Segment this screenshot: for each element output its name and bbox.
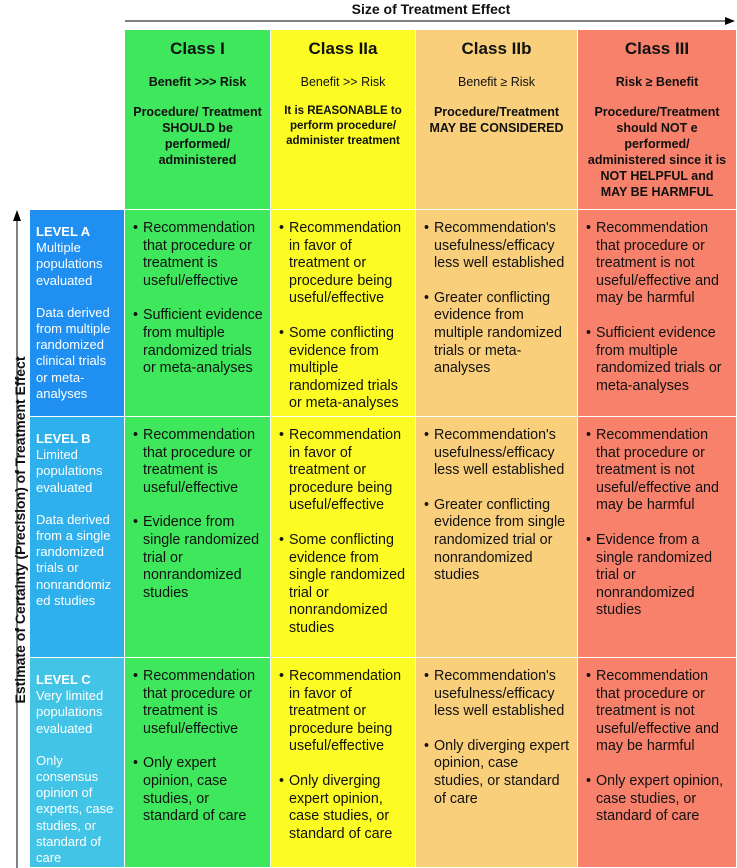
cell-b-class-3 xyxy=(578,417,737,658)
recommendation-text: • Recommendation that procedure or treatment is not useful/effective and may be harmful xyxy=(586,668,730,756)
evidence-text: • Only expert opinion, case studies, or standard of care xyxy=(133,755,264,825)
evidence-text: • Evidence from single randomized trial or nonrandomized studies xyxy=(133,514,264,602)
class-header-2 xyxy=(271,30,416,210)
class-description: Procedure/Treatment MAY BE CONSIDERED xyxy=(429,105,564,135)
class-title: Class IIb xyxy=(461,39,532,58)
level-population: Very limited populations evaluated xyxy=(36,688,104,736)
evidence-text: • Greater conflicting evidence from multiple randomized trials or meta-analyses xyxy=(424,290,571,378)
level-data-source: Data derived from a single randomized trials or nonrandomiz ed studies xyxy=(36,511,112,608)
class-risk: Benefit >> Risk xyxy=(300,75,386,89)
cell-c-class-2b xyxy=(416,658,578,868)
cell-a-class-2b xyxy=(416,210,578,417)
class-title: Class IIa xyxy=(308,39,378,58)
cell-b-class-1 xyxy=(125,417,271,658)
evidence-text: • Evidence from a single randomized trial or nonrandomized studies xyxy=(586,532,730,620)
recommendation-text: • Recommendation that procedure or treatment is useful/effective xyxy=(133,668,264,738)
level-data-source: Only consensus opinion of experts, case studies, or standard of care xyxy=(36,752,114,866)
class-header-3 xyxy=(416,30,578,210)
recommendation-text: • Recommendation that procedure or treatment is not useful/effective and may be harmful xyxy=(586,220,730,308)
left-axis-title: Estimate of Certainty (Precision) of Treatment Effect xyxy=(12,356,28,704)
class-title: Class III xyxy=(624,39,690,58)
evidence-text: • Only diverging expert opinion, case studies, or standard of care xyxy=(424,738,571,808)
top-axis-arrow xyxy=(125,14,735,28)
top-axis-title: Size of Treatment Effect xyxy=(351,1,511,17)
cell-c-class-1 xyxy=(125,658,271,868)
evidence-text: • Only expert opinion, case studies, or standard of care xyxy=(586,773,730,826)
cell-b-class-2b xyxy=(416,417,578,658)
recommendation-text: • Recommendation's usefulness/efficacy less well established xyxy=(424,668,571,721)
evidence-text: • Greater conflicting evidence from single randomized trial or nonrandomized studies xyxy=(424,497,571,585)
level-c-label xyxy=(30,658,125,868)
cell-c-class-3 xyxy=(578,658,737,868)
recommendation-text: • Recommendation that procedure or treatment is useful/effective xyxy=(133,427,264,497)
level-data-source: Data derived from multiple randomized clinical trials or meta-analyses xyxy=(36,304,111,401)
recommendation-text: • Recommendation in favor of treatment or procedure being useful/effective xyxy=(279,220,409,308)
level-title: LEVEL B xyxy=(36,431,91,446)
recommendation-text: • Recommendation that procedure or treatment is not useful/effective and may be harmful xyxy=(586,427,730,515)
class-title: Class I xyxy=(170,39,225,58)
evidence-text: • Sufficient evidence from multiple randomized trials or meta-analyses xyxy=(586,325,730,395)
level-population: Multiple populations evaluated xyxy=(36,240,103,288)
level-population: Limited populations evaluated xyxy=(36,447,103,495)
cell-a-class-3 xyxy=(578,210,737,417)
evidence-text: • Some conflicting evidence from multiple randomized trials or meta-analyses xyxy=(279,325,409,413)
evidence-text: • Some conflicting evidence from single randomized trial or nonrandomized studies xyxy=(279,532,409,638)
class-risk: Benefit >>> Risk xyxy=(148,75,247,89)
recommendation-text: • Recommendation's usefulness/efficacy less well established xyxy=(424,427,571,480)
cell-a-class-1 xyxy=(125,210,271,417)
level-title: LEVEL C xyxy=(36,672,91,687)
cell-c-class-2a xyxy=(271,658,416,868)
class-description: It is REASONABLE to perform procedure/ administer treatment xyxy=(284,105,402,147)
cell-b-class-2a xyxy=(271,417,416,658)
class-description: Procedure/ Treatment SHOULD be performed/ administered xyxy=(133,105,262,167)
recommendation-text: • Recommendation in favor of treatment or procedure being useful/effective xyxy=(279,427,409,515)
evidence-text: • Only diverging expert opinion, case studies, or standard of care xyxy=(279,773,409,843)
cell-a-class-2a xyxy=(271,210,416,417)
level-b-label xyxy=(30,417,125,658)
recommendation-text: • Recommendation in favor of treatment or procedure being useful/effective xyxy=(279,668,409,756)
class-header-1 xyxy=(125,30,271,210)
class-description: Procedure/Treatment should NOT e performed/ administered since it is NOT HELPFUL and MAY BE HARMFUL xyxy=(587,105,727,199)
evidence-text: • Sufficient evidence from multiple randomized trials or meta-analyses xyxy=(133,307,264,377)
recommendation-text: • Recommendation that procedure or treatment is useful/effective xyxy=(133,220,264,290)
class-risk: Benefit ≥ Risk xyxy=(457,75,536,89)
class-header-4 xyxy=(578,30,737,210)
class-risk: Risk ≥ Benefit xyxy=(615,75,699,89)
level-title: LEVEL A xyxy=(36,224,91,239)
level-a-label xyxy=(30,210,125,417)
recommendation-text: • Recommendation's usefulness/efficacy less well established xyxy=(424,220,571,273)
